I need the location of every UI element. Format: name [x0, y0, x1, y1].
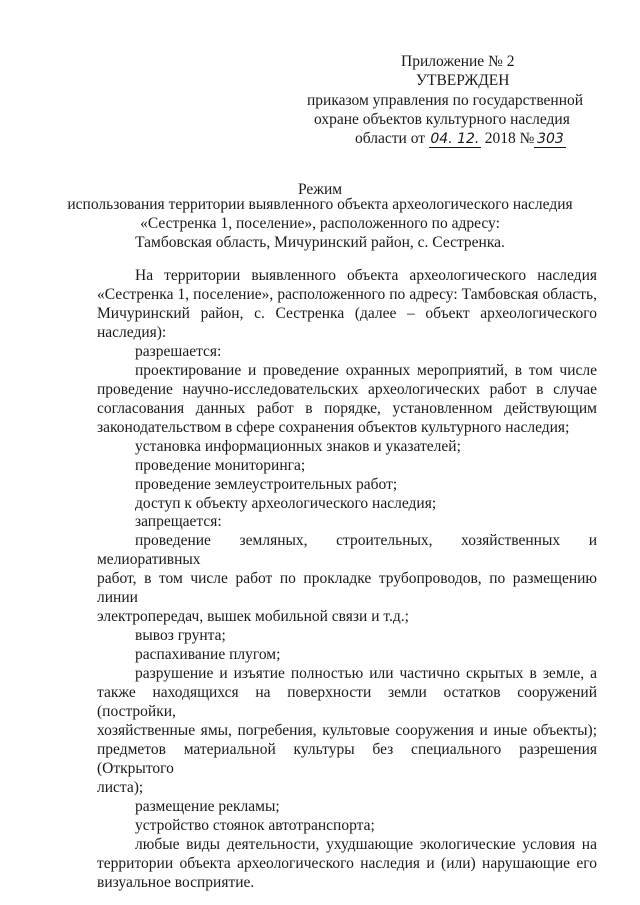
title-line-3: Тамбовская область, Мичуринский район, с. Сестренка.	[135, 234, 505, 251]
order-line-1: приказом управления по государственной	[307, 92, 584, 109]
list-item-line: территории объекта археологического наследия и (или) нарушающие его	[97, 855, 597, 872]
title-line-2: «Сестренка 1, поселение», расположенного по адресу:	[140, 215, 500, 232]
list-item: доступ к объекту археологического наследия;	[135, 495, 437, 512]
list-item-line: листа);	[97, 779, 144, 796]
list-item: проведение землеустроительных работ;	[135, 476, 398, 493]
list-item: вывоз грунта;	[135, 627, 226, 644]
handwritten-number: 303	[534, 131, 566, 148]
doc-title: Режим	[297, 181, 343, 198]
list-item-line: согласования данных работ в порядке, установленном действующим	[97, 400, 597, 417]
list-item-line: проведение земляных, строительных, хозяйственных и мелиоративных	[97, 532, 597, 568]
list-item-line: также находящихся на поверхности земли остатков сооружений (постройки,	[97, 684, 597, 720]
year-number-label: 2018 №	[480, 130, 535, 147]
list-item-line: любые виды деятельности, ухудшающие экологические условия на	[135, 836, 597, 853]
list-item: устройство стоянок автотранспорта;	[135, 817, 375, 834]
list-item: размещение рекламы;	[135, 798, 280, 815]
list-item: распахивание плугом;	[135, 646, 281, 663]
allowed-section	[97, 342, 597, 513]
region-prefix: области от	[355, 130, 426, 147]
list-item-line: предметов материальной культуры без специального разрешения (Открытого	[97, 741, 597, 777]
prohibited-heading: запрещается:	[135, 513, 222, 530]
handwritten-date: 04. 12.	[430, 131, 480, 147]
list-item-line: визуальное восприятие.	[97, 874, 255, 891]
order-line-2: охране объектов культурного наследия	[314, 111, 570, 128]
list-item-line: хозяйственные ямы, погребения, культовые сооружения и иные объекты);	[97, 722, 597, 739]
text-line: На территории выявленного объекта археологического наследия	[135, 267, 597, 284]
list-item: установка информационных знаков и указателей;	[135, 438, 461, 455]
list-item-line: законодательством в сфере сохранения объектов культурного наследия;	[97, 419, 570, 436]
list-item-line: проведение научно-исследовательских археологических работ в случае	[97, 381, 597, 398]
text-line: наследия):	[97, 324, 167, 341]
allowed-heading: разрешается:	[135, 343, 222, 360]
list-item: проведение мониторинга;	[135, 457, 306, 474]
text-line: «Сестренка 1, поселение», расположенного по адресу: Тамбовская область,	[97, 286, 597, 303]
list-item-line: работ, в том числе работ по прокладке трубопроводов, по размещению линии	[97, 570, 597, 606]
appendix-label: Приложение № 2	[401, 53, 515, 70]
list-item-line: электропередач, вышек мобильной связи и т.д.;	[97, 608, 409, 625]
order-date-line	[355, 129, 566, 148]
prohibited-section	[97, 512, 597, 892]
title-line-1: использования территории выявленного объекта археологического наследия	[67, 196, 573, 213]
text-line: Мичуринский район, с. Сестренка (далее – объект археологического	[97, 305, 597, 322]
approved-label: УТВЕРЖДЕН	[416, 72, 510, 89]
list-item-line: проектирование и проведение охранных мероприятий, в том числе	[135, 362, 597, 379]
list-item-line: разрушение и изъятие полностью или частично скрытых в земле, а	[135, 665, 597, 682]
intro-paragraph	[97, 266, 597, 342]
